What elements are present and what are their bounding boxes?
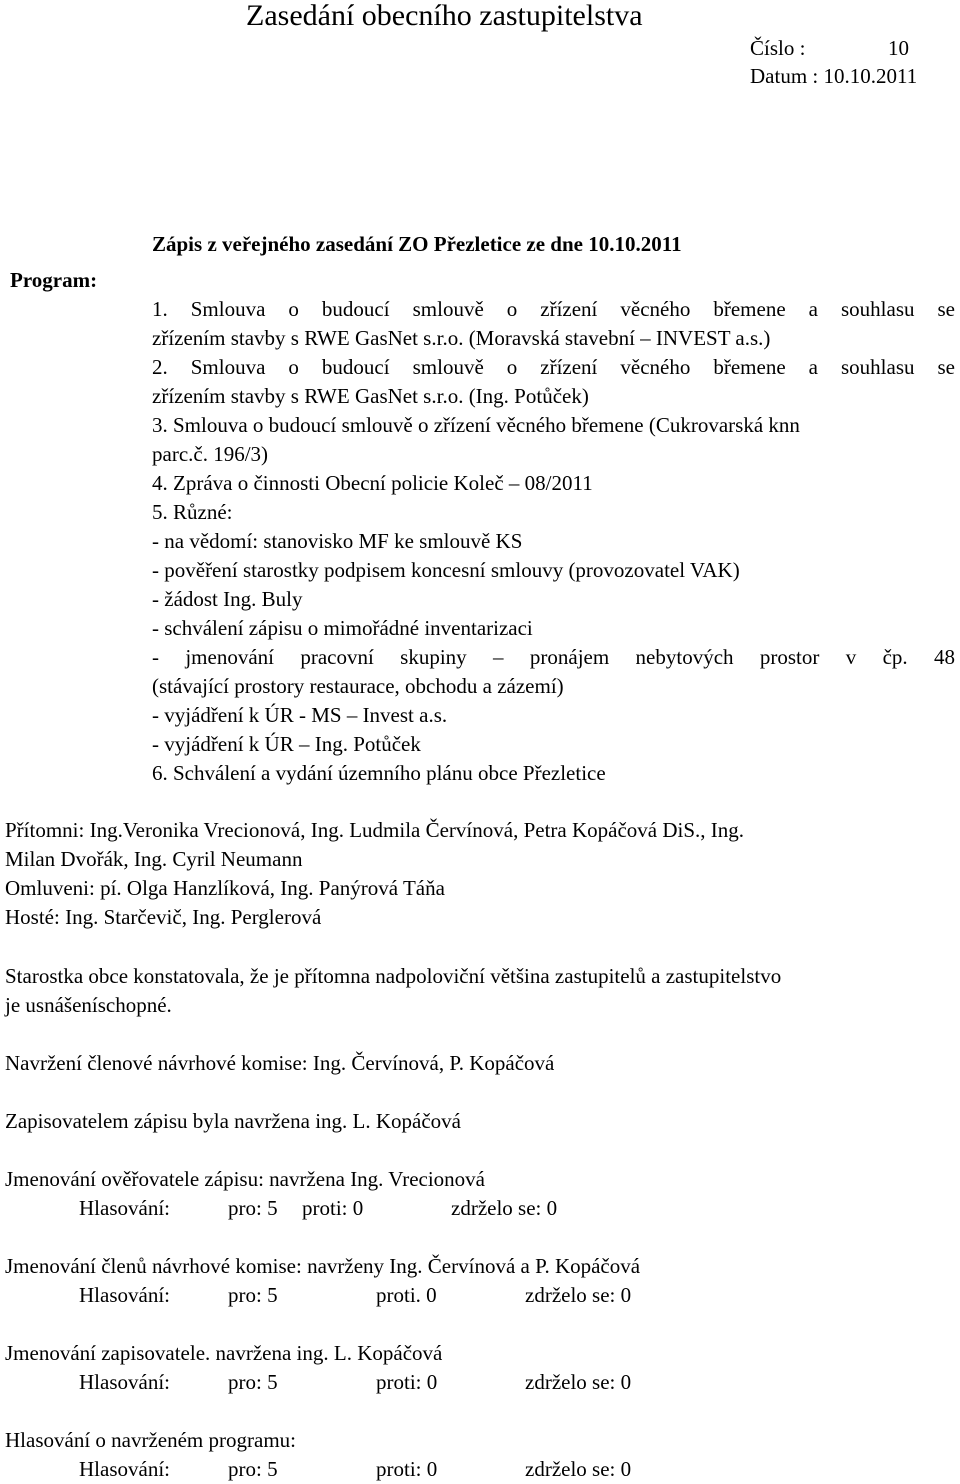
program-list [152, 295, 955, 788]
program-subitem-3: - žádost Ing. Buly [152, 587, 303, 611]
vote-abstain: zdrželo se: 0 [451, 1196, 558, 1220]
program-item-2-line-2: zřízením stavby s RWE GasNet s.r.o. (Ing. Potůček) [152, 384, 589, 408]
number-label: Číslo : [750, 36, 806, 60]
vote-row-committee [5, 1281, 960, 1310]
quorum-line-2: je usnášeníschopné. [5, 993, 172, 1017]
document-title: Zasedání obecního zastupitelstva [246, 0, 643, 32]
program-label: Program: [10, 268, 98, 292]
vote-proti: proti: 0 [302, 1196, 364, 1220]
program-item-1-line-1: 1. Smlouva o budoucí smlouvě o zřízení věcného břemene a souhlasu se [152, 297, 955, 321]
vote-proti: proti: 0 [376, 1457, 438, 1481]
program-item-4: 4. Zpráva o činnosti Obecní policie Koleč – 08/2011 [152, 471, 593, 495]
vote-row-recorder [5, 1368, 960, 1397]
program-subitem-7: - vyjádření k ÚR – Ing. Potůček [152, 732, 421, 756]
program-subitem-4: - schválení zápisu o mimořádné inventarizaci [152, 616, 533, 640]
minutes-subtitle: Zápis z veřejného zasedání ZO Přezletice ze dne 10.10.2011 [152, 232, 682, 256]
verifier-appointment: Jmenování ověřovatele zápisu: navržena Ing. Vrecionová [5, 1167, 485, 1191]
program-subitem-5-line-2: (stávající prostory restaurace, obchodu a zázemí) [152, 674, 564, 698]
guests-line: Hosté: Ing. Starčevič, Ing. Perglerová [5, 905, 322, 929]
excused-line: Omluveni: pí. Olga Hanzlíková, Ing. Panýrová Táňa [5, 876, 445, 900]
committee-proposal: Navržení členové návrhové komise: Ing. Červínová, P. Kopáčová [5, 1051, 555, 1075]
present-line-1: Přítomni: Ing.Veronika Vrecionová, Ing. Ludmila Červínová, Petra Kopáčová DiS., Ing. [5, 818, 745, 842]
program-item-6: 6. Schválení a vydání územního plánu obce Přezletice [152, 761, 606, 785]
present-line-2: Milan Dvořák, Ing. Cyril Neumann [5, 847, 303, 871]
committee-appointment: Jmenování členů návrhové komise: navrženy Ing. Červínová a P. Kopáčová [5, 1254, 641, 1278]
vote-pro: pro: 5 [228, 1457, 278, 1481]
recorder-appointment: Jmenování zapisovatele. navržena ing. L. Kopáčová [5, 1341, 443, 1365]
vote-row-program [5, 1455, 960, 1484]
program-item-2-line-1: 2. Smlouva o budoucí smlouvě o zřízení věcného břemene a souhlasu se [152, 355, 955, 379]
program-subitem-6: - vyjádření k ÚR - MS – Invest a.s. [152, 703, 448, 727]
quorum-line-1: Starostka obce konstatovala, že je přítomna nadpoloviční většina zastupitelů a zastupitelstvo [5, 964, 782, 988]
vote-label: Hlasování: [79, 1196, 170, 1220]
vote-abstain: zdrželo se: 0 [525, 1283, 632, 1307]
vote-pro: pro: 5 [228, 1283, 278, 1307]
vote-label: Hlasování: [79, 1283, 170, 1307]
attendance-section [5, 816, 895, 932]
vote-row-verifier [5, 1194, 960, 1223]
program-subitem-5-line-1: - jmenování pracovní skupiny – pronájem nebytových prostor v čp. 48 [152, 645, 955, 669]
program-item-1-line-2: zřízením stavby s RWE GasNet s.r.o. (Moravská stavební – INVEST a.s.) [152, 326, 771, 350]
vote-abstain: zdrželo se: 0 [525, 1457, 632, 1481]
vote-proti: proti. 0 [376, 1283, 437, 1307]
vote-pro: pro: 5 [228, 1196, 278, 1220]
vote-pro: pro: 5 [228, 1370, 278, 1394]
vote-label: Hlasování: [79, 1370, 170, 1394]
date-line: Datum : 10.10.2011 [750, 64, 918, 88]
number-value: 10 [888, 36, 909, 60]
vote-proti: proti: 0 [376, 1370, 438, 1394]
program-item-3-line-2: parc.č. 196/3) [152, 442, 269, 466]
vote-label: Hlasování: [79, 1457, 170, 1481]
program-subitem-2: - pověření starostky podpisem koncesní smlouvy (provozovatel VAK) [152, 558, 740, 582]
minutes-body [5, 962, 960, 1484]
recorder-proposal: Zapisovatelem zápisu byla navržena ing. L. Kopáčová [5, 1109, 461, 1133]
program-item-3-line-1: 3. Smlouva o budoucí smlouvě o zřízení věcného břemene (Cukrovarská knn [152, 413, 800, 437]
program-vote-heading: Hlasování o navrženém programu: [5, 1428, 296, 1452]
program-item-5: 5. Různé: [152, 500, 233, 524]
vote-abstain: zdrželo se: 0 [525, 1370, 632, 1394]
program-subitem-1: - na vědomí: stanovisko MF ke smlouvě KS [152, 529, 523, 553]
